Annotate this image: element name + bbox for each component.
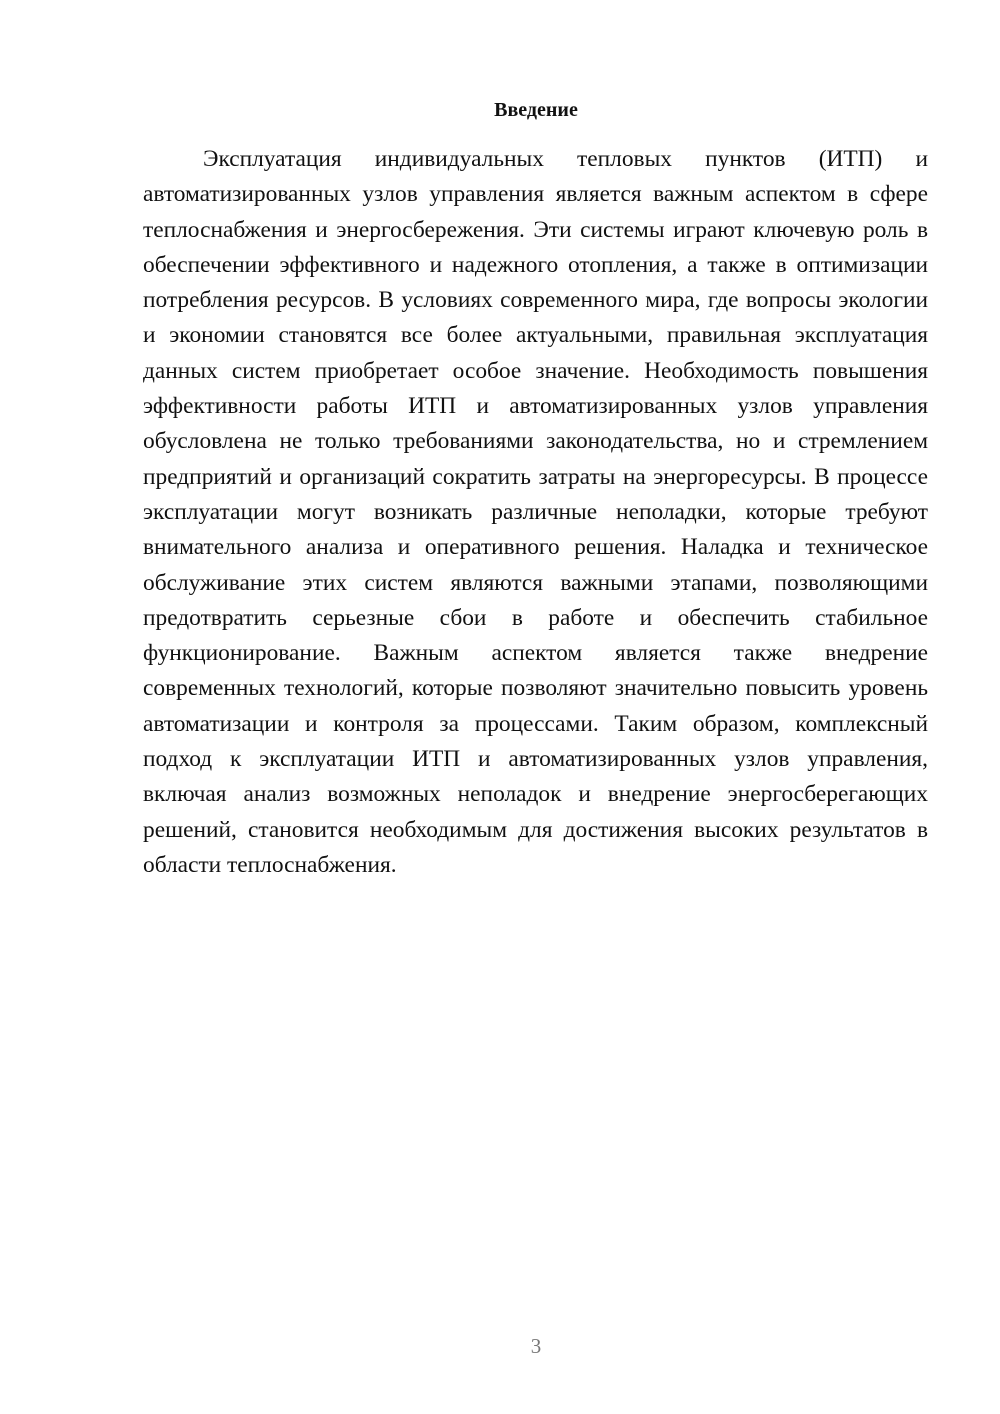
- section-heading: Введение: [494, 99, 578, 121]
- page-number: 3: [530, 1334, 542, 1358]
- introduction-paragraph: Эксплуатация индивидуальных тепловых пунктов (ИТП) и автоматизированных узлов управления является важным аспектом в сфере теплоснабжения и энергосбережения. Эти системы играют ключевую роль в обеспечении эффективного и надежного отопления, а также в оптимизации потребления ресурсов. В условиях современного мира, где вопросы экологии и экономии становятся все более актуальными, правильная эксплуатация данных систем приобретает особое значение. Необходимость повышения эффективности работы ИТП и автоматизированных узлов управления обусловлена не только требованиями законодательства, но и стремлением предприятий и организаций сократить затраты на энергоресурсы. В процессе эксплуатации могут возникать различные неполадки, которые требуют внимательного анализа и оперативного решения. Наладка и техническое обслуживание этих систем являются важными этапами, позволяющими предотвратить серьезные сбои в работе и обеспечить стабильное функционирование. Важным аспектом является также внедрение современных технологий, которые позволяют значительно повысить уровень автоматизации и контроля за процессами. Таким образом, комплексный подход к эксплуатации ИТП и автоматизированных узлов управления, включая анализ возможных неполадок и внедрение энергосберегающих решений, становится необходимым для достижения высоких результатов в области теплоснабжения.: [143, 146, 928, 878]
